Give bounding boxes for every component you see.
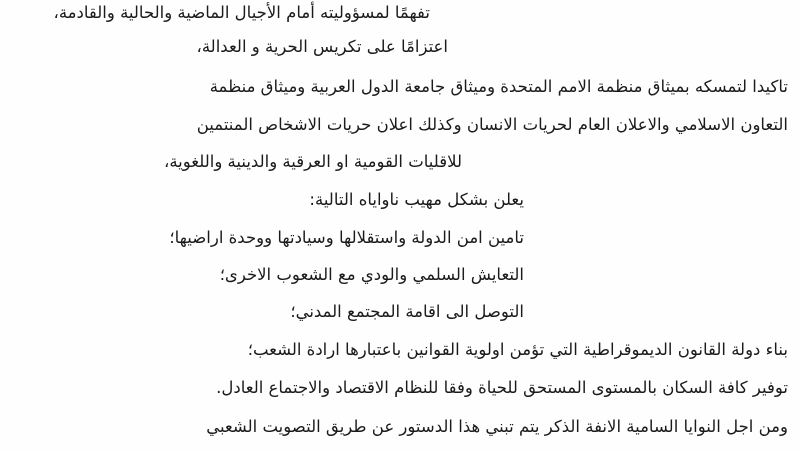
text-line-10: بناء دولة القانون الديموقراطية التي تؤمن اولوية القوانين باعتبارها ارادة الشعب؛ — [247, 340, 788, 359]
text-line-8: التعايش السلمي والودي مع الشعوب الاخرى؛ — [219, 265, 524, 284]
text-line-2: اعتزامًا على تكريس الحرية و العدالة، — [196, 37, 448, 56]
text-line-4: التعاون الاسلامي والاعلان العام لحريات الانسان وكذلك اعلان حريات الاشخاص المنتمين — [196, 115, 788, 134]
text-line-11: توفير كافة السكان بالمستوى المستحق للحياة وفقا للنظام الاقتصاد والاجتماع العادل. — [216, 378, 788, 397]
text-line-6: يعلن بشكل مهيب ناواياه التالية: — [309, 190, 524, 209]
text-line-5: للاقليات القومية او العرقية والدينية واللغوية، — [164, 152, 462, 171]
text-line-12: ومن اجل النوايا السامية الانفة الذكر يتم تبني هذا الدستور عن طريق التصويت الشعبي — [206, 417, 788, 436]
text-line-7: تامين امن الدولة واستقلالها وسيادتها ووحدة اراضيها؛ — [169, 228, 524, 247]
text-line-3: تاكيدا لتمسكه بميثاق منظمة الامم المتحدة وميثاق جامعة الدول العربية وميثاق منظمة — [209, 77, 788, 96]
text-line-1: تفهمًا لمسؤوليته أمام الأجيال الماضية والحالية والقادمة، — [53, 3, 430, 22]
text-line-9: التوصل الى اقامة المجتمع المدني؛ — [290, 302, 524, 321]
